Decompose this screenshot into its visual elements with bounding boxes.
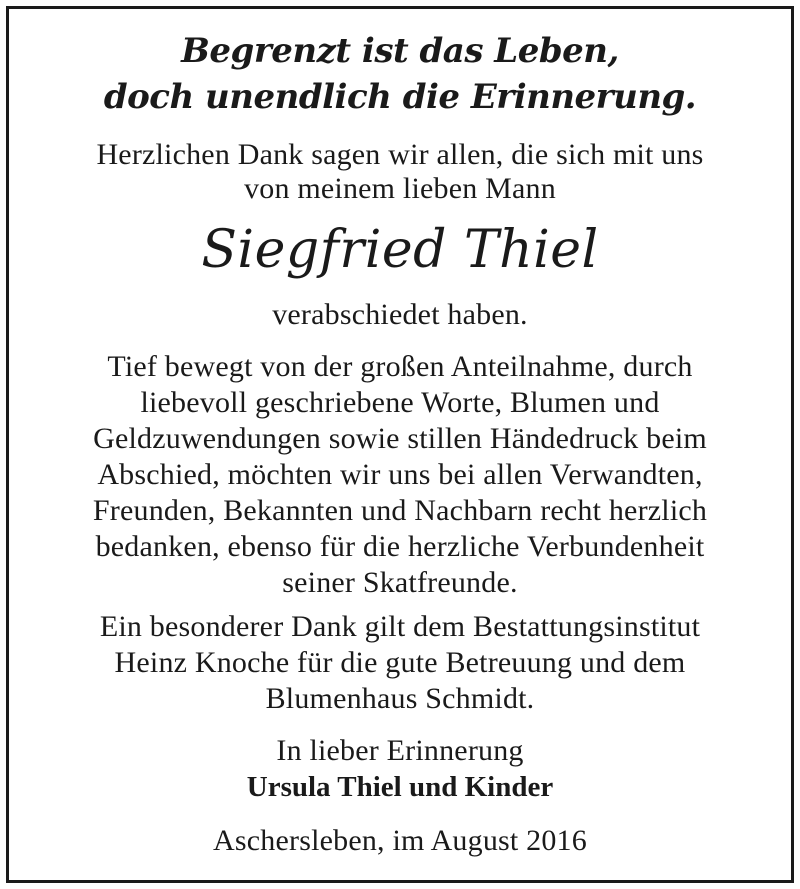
paragraph2-line: Ein besonderer Dank gilt dem Bestattungsinstitut: [99, 610, 701, 643]
motto-line-1: Begrenzt ist das Leben,: [181, 31, 619, 71]
paragraph1-line: bedanken, ebenso für die herzliche Verbundenheit: [95, 530, 705, 563]
closing-text: In lieber Erinnerung: [276, 734, 524, 767]
place-date: Aschersleben, im August 2016: [213, 824, 587, 857]
intro-end: verabschiedet haben.: [272, 298, 528, 331]
paragraph1-line: Freunden, Bekannten und Nachbarn recht herzlich: [92, 494, 708, 527]
paragraph1-line: Geldzuwendungen sowie stillen Händedruck beim: [93, 422, 707, 455]
deceased-name: Siegfried Thiel: [201, 220, 599, 280]
paragraph1-line: Abschied, möchten wir uns bei allen Verwandten,: [97, 458, 703, 491]
signature: Ursula Thiel und Kinder: [246, 771, 554, 803]
paragraph2-line: Heinz Knoche für die gute Betreuung und dem: [114, 646, 686, 679]
motto-line-2: doch unendlich die Erinnerung.: [103, 77, 697, 117]
intro-line-2: von meinem lieben Mann: [244, 172, 556, 205]
paragraph2-line: Blumenhaus Schmidt.: [265, 682, 535, 715]
paragraph1-line: liebevoll geschriebene Worte, Blumen und: [140, 386, 660, 419]
paragraph1-line: Tief bewegt von der großen Anteilnahme, durch: [107, 350, 693, 383]
intro-line-1: Herzlichen Dank sagen wir allen, die sich mit uns: [96, 138, 704, 171]
paragraph1-line: seiner Skatfreunde.: [282, 566, 518, 599]
